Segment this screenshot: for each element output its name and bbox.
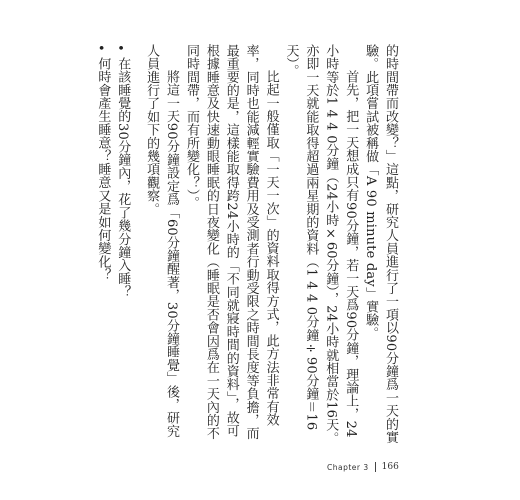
bullet-icon: • [92,44,108,52]
body-paragraph: 首先，把一天想成只有90分鐘，若一天爲90分鐘，理論上，24小時等於1 4 4 0分鐘（24小時×60分鐘），24小時就相當於16天。亦即一天就能取得超過兩星期的資料（1 4 4 0分鐘÷90分鐘＝16天）。 [283,44,359,445]
bullet-text: 何時會產生睡意？睡意又是如何變化？ [95,57,111,282]
bullet-list [92,44,132,449]
footer-divider [375,462,376,472]
body-paragraph: 將這一天90分鐘設定爲「60分鐘醒著，30分鐘睡覺」後，研究人員進行了如下的幾項觀察。 [144,44,180,438]
chapter-label: Chapter 3 [327,462,369,472]
paragraph-spacer [132,44,141,449]
page-number: 166 [381,462,399,472]
body-paragraph: 的時間帶而改變？」這點，研究人員進行了一項以90分鐘爲一天的實驗。此項嘗試被稱做「A 90 minute day」實驗。 [363,44,398,444]
vertical-text-body [92,44,400,449]
page-footer [327,462,399,472]
bullet-text: 在該睡覺的30分鐘內，花了幾分鐘入睡？ [115,57,131,299]
body-paragraph: 比起一般僅取「一天一次」的資料取得方式，此方法非常有效率，同時也能減輕實驗費用及受測者行動受限之時間長度等負擔，而最重要的是，這樣能取得跨24小時的「不同就寢時間的資料」，故可根據睡意及快速動眼睡眠的日夜變化（睡眠是否會因爲在一天內的不同時間帶，而有所變化？）。 [183,44,279,440]
bullet-icon: • [112,44,128,52]
bullet-item [92,44,112,449]
bullet-item [112,44,132,449]
